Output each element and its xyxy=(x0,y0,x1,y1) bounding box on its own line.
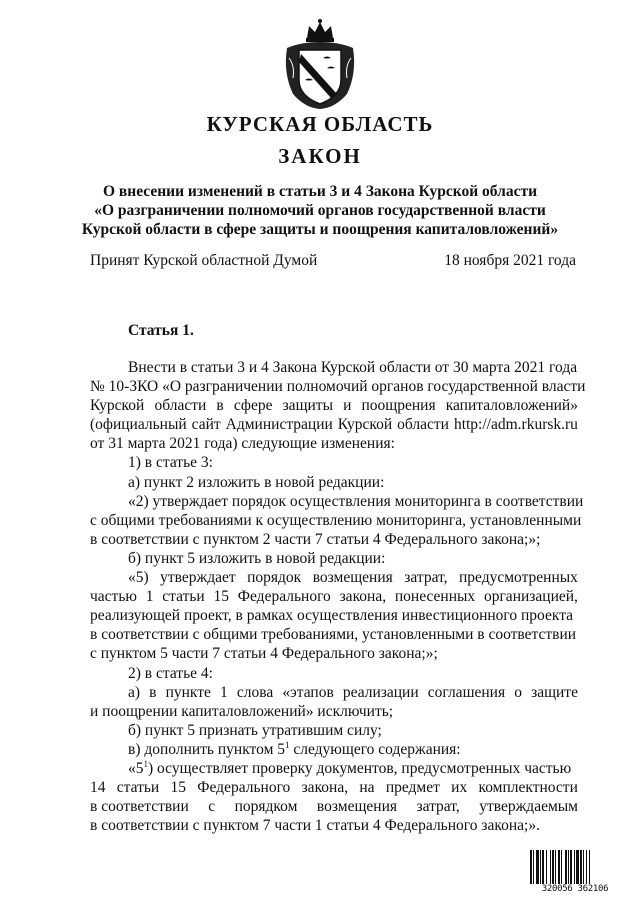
barcode-bar xyxy=(580,850,582,884)
word: комплектности xyxy=(478,779,578,797)
word: сайт xyxy=(191,416,221,434)
barcode-bar xyxy=(589,850,590,884)
word: слова xyxy=(236,683,274,701)
word: предусмотренных xyxy=(459,569,578,587)
text-line: в соответствии с пунктом 2 части 7 статьи 4 Федерального закона;»; xyxy=(90,530,541,548)
kursk-coat-of-arms-icon xyxy=(279,18,361,110)
barcode-bar xyxy=(546,850,547,884)
adoption-line xyxy=(90,252,576,270)
word: пункте xyxy=(165,683,211,701)
text-line: в соответствии с общими требованиями, установленными в соответствии xyxy=(90,626,577,644)
text-line-justified xyxy=(90,683,578,702)
superscript: 1 xyxy=(143,758,148,769)
word: частью xyxy=(90,588,137,606)
word: порядок xyxy=(247,569,302,587)
word: Курской xyxy=(90,397,145,415)
text-fragment: в) дополнить пунктом 5 xyxy=(128,740,285,758)
barcode-bar xyxy=(565,850,567,884)
region-heading: КУРСКАЯ ОБЛАСТЬ xyxy=(206,112,434,136)
word: затрат, xyxy=(404,569,448,587)
law-title xyxy=(60,182,580,239)
barcode-bar xyxy=(530,850,532,884)
word: капиталовложений» xyxy=(445,397,578,415)
text-line: б) пункт 5 изложить в новой редакции: xyxy=(128,549,386,567)
word: утверждаемым xyxy=(479,798,578,816)
barcode-bar xyxy=(536,850,539,884)
barcode-bars-icon xyxy=(529,850,621,884)
text-line-justified xyxy=(90,568,578,587)
text-line: «2) утверждает порядок осуществления мониторинга в соответствии xyxy=(128,492,584,510)
text-line-justified xyxy=(90,587,578,606)
barcode-bar xyxy=(583,850,584,884)
barcode-bar xyxy=(576,850,579,884)
text-line-justified xyxy=(90,778,578,797)
word: о xyxy=(514,683,522,701)
article-heading: Статья 1. xyxy=(128,322,194,339)
text-line-justified xyxy=(90,797,578,816)
word: их xyxy=(451,779,468,797)
barcode-bar xyxy=(555,850,556,884)
word: в xyxy=(149,683,157,701)
word: 1 xyxy=(145,588,154,606)
text-line-justified xyxy=(90,415,578,434)
barcode xyxy=(529,850,621,894)
law-title-line: О внесении изменений в статьи 3 и 4 Закона Курской области xyxy=(102,183,538,200)
word: с xyxy=(208,798,216,816)
word: «5) xyxy=(128,569,149,587)
barcode-bar xyxy=(568,850,569,884)
text-line: с общими требованиями к осуществлению мониторинга, установленными xyxy=(90,511,582,529)
text-line: № 10-ЗКО «О разграничении полномочий органов государственной власти xyxy=(90,378,586,396)
barcode-bar xyxy=(561,850,562,884)
word: понесенных xyxy=(394,588,476,606)
text-line: и поощрении капиталовложений» исключить; xyxy=(90,702,394,720)
text-line-justified xyxy=(90,396,578,415)
barcode-bar xyxy=(586,850,587,884)
word: Администрации xyxy=(225,416,333,434)
text-line: в соответствии с пунктом 7 части 1 статьи 4 Федерального закона;». xyxy=(90,817,540,835)
text-line: от 31 марта 2021 года) следующие изменения: xyxy=(90,435,395,453)
word: а) xyxy=(128,683,141,701)
text-line xyxy=(90,740,578,759)
law-title-line: Курской области в сфере защиты и поощрения капиталовложений» xyxy=(81,221,559,238)
text-fragment: ) осуществляет проверку документов, предусмотренных частью xyxy=(148,759,572,777)
word: защиты xyxy=(282,397,333,415)
barcode-bar xyxy=(552,850,554,884)
barcode-bar xyxy=(570,850,572,884)
text-line: Внести в статьи 3 и 4 Закона Курской области от 30 марта 2021 года xyxy=(128,359,578,376)
word: в xyxy=(216,397,224,415)
law-title-line: «О разграничении полномочий органов государственной власти xyxy=(94,202,546,219)
word: возмещения xyxy=(312,569,393,587)
word: области xyxy=(154,397,207,415)
word: закона, xyxy=(339,588,387,606)
word: возмещения xyxy=(316,798,397,816)
barcode-bar xyxy=(558,850,560,884)
barcode-bar xyxy=(542,850,544,884)
text-fragment: следующего содержания: xyxy=(289,740,461,758)
word: порядком xyxy=(234,798,298,816)
word: затрат, xyxy=(416,798,460,816)
word: сфере xyxy=(233,397,273,415)
text-fragment: «5 xyxy=(128,759,144,777)
word: 15 xyxy=(213,588,229,606)
document-type-heading: ЗАКОН xyxy=(278,144,362,168)
word: Курской xyxy=(337,416,393,434)
word: 1 xyxy=(220,683,228,701)
word: (официальный xyxy=(90,416,187,434)
barcode-bar xyxy=(550,850,551,884)
adoption-date: 18 ноября 2021 года xyxy=(444,252,576,269)
text-line: 1) в статье 3: xyxy=(128,454,213,472)
article-body xyxy=(90,358,586,835)
word: Федерального xyxy=(237,588,331,606)
word: Федерального xyxy=(197,779,291,797)
text-line: реализующей проект, в рамках осуществления инвестиционного проекта xyxy=(90,607,574,625)
text-line: а) пункт 2 изложить в новой редакции: xyxy=(128,473,385,491)
barcode-bar xyxy=(574,850,575,884)
word: организацией, xyxy=(483,588,578,606)
barcode-number: 320056 362106 xyxy=(529,884,621,894)
text-line xyxy=(90,759,578,778)
text-line: б) пункт 5 признать утратившим силу; xyxy=(128,721,382,739)
word: 14 xyxy=(90,779,106,797)
text-line: 2) в статье 4: xyxy=(128,664,213,682)
word: статьи xyxy=(116,779,160,797)
superscript: 1 xyxy=(285,739,290,750)
text-line: с пунктом 5 части 7 статьи 4 Федерального закона;»; xyxy=(90,645,438,663)
word: реализации xyxy=(342,683,419,701)
barcode-bar xyxy=(533,850,534,884)
word: закона, xyxy=(301,779,349,797)
word: защите xyxy=(531,683,578,701)
word: статьи xyxy=(162,588,205,606)
word: «этапов xyxy=(282,683,334,701)
word: на xyxy=(359,779,375,797)
adopted-by: Принят Курской областной Думой xyxy=(90,252,318,269)
barcode-bar xyxy=(540,850,541,884)
word: соглашения xyxy=(427,683,506,701)
word: и xyxy=(343,397,352,415)
word: утверждает xyxy=(160,569,236,587)
word: 15 xyxy=(170,779,186,797)
word: в соответствии xyxy=(90,798,189,816)
word: предмет xyxy=(385,779,440,797)
word: поощрения xyxy=(361,397,436,415)
word: http://adm.rkursk.ru xyxy=(453,416,578,434)
word: области xyxy=(397,416,449,434)
